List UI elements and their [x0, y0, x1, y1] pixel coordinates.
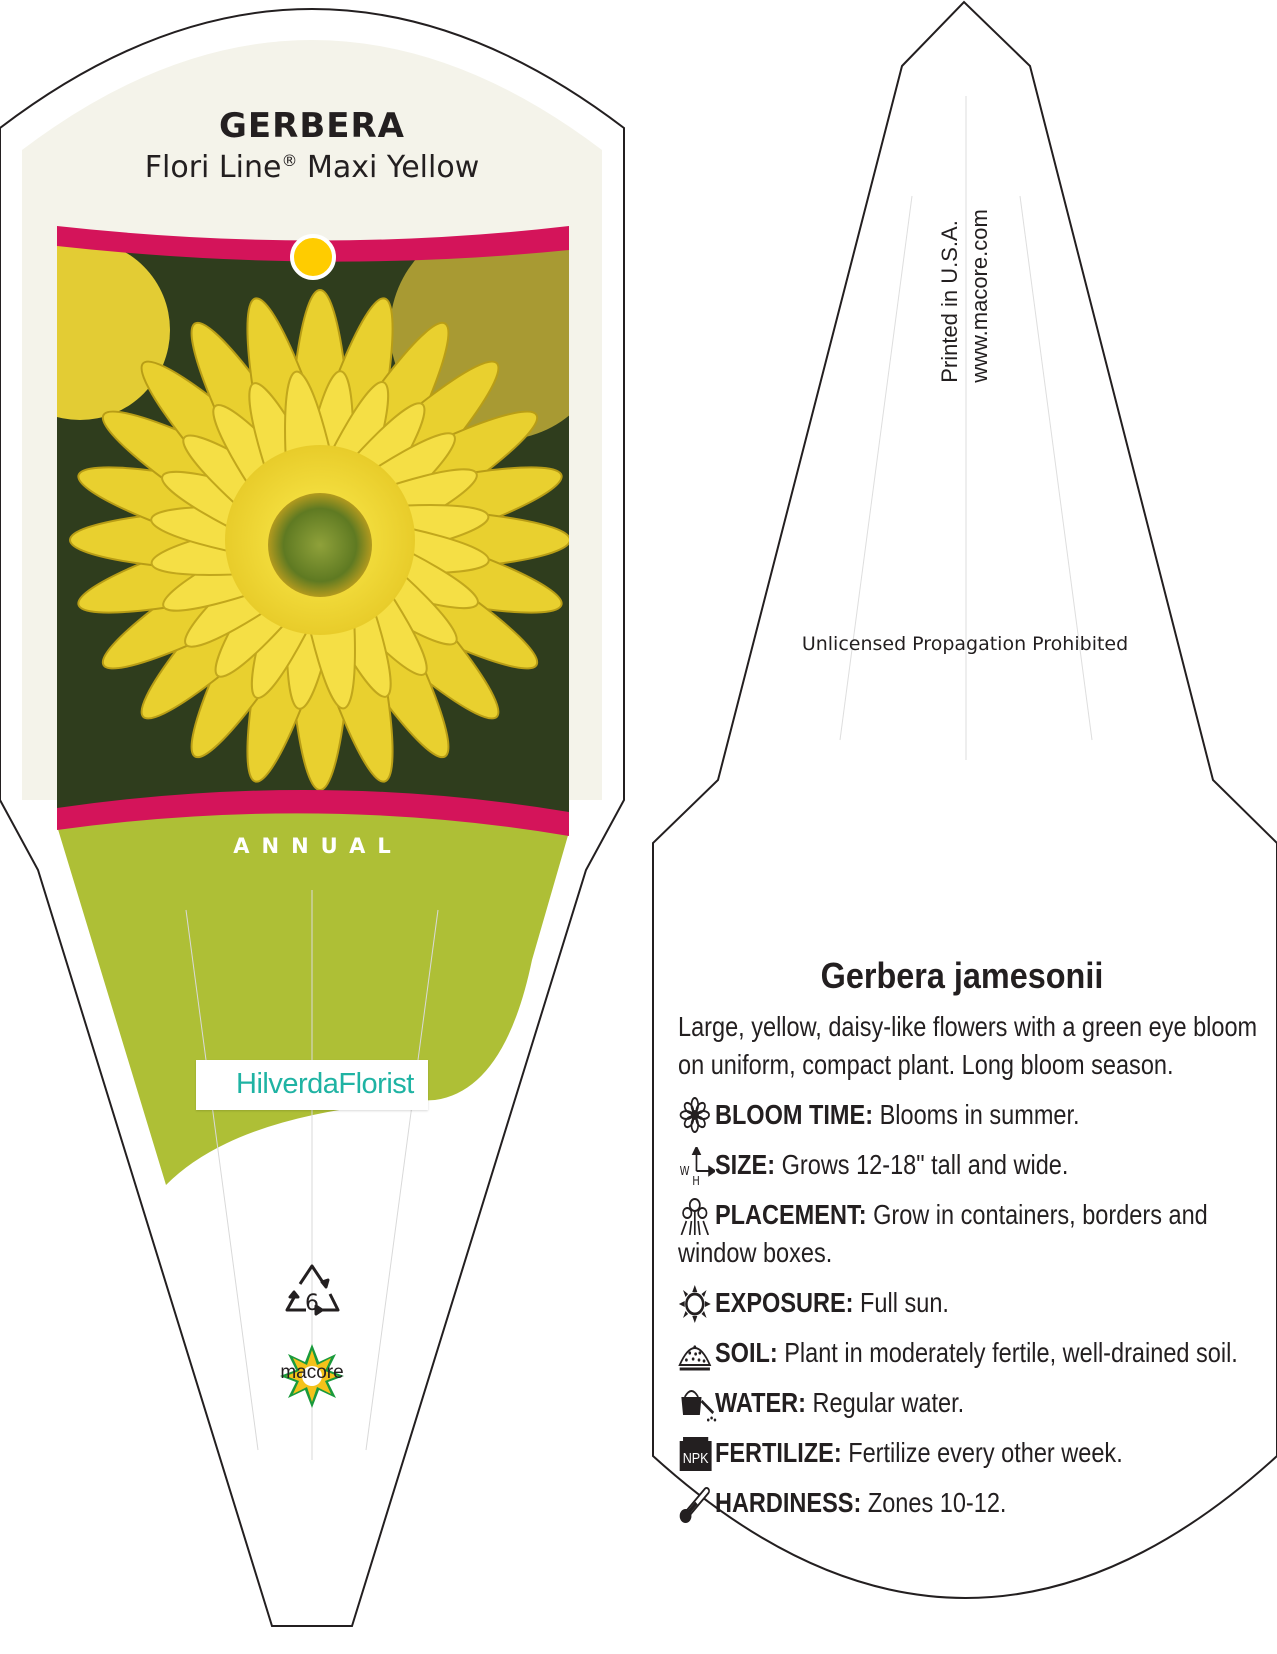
care-label: PLACEMENT:	[714, 1199, 867, 1230]
care-label: HARDINESS:	[714, 1487, 862, 1518]
soil-icon	[678, 1334, 715, 1372]
brand-logo-text: HilverdaFlorist	[236, 1068, 414, 1100]
care-row-exposure	[678, 1284, 1258, 1322]
care-label: SOIL:	[714, 1337, 778, 1368]
npk-label: NPK	[682, 1448, 709, 1467]
size-w-letter: W	[679, 1164, 690, 1179]
size-icon	[678, 1146, 715, 1184]
flower-icon	[678, 1096, 715, 1134]
flower-photo	[0, 220, 610, 840]
plant-genus-title: GERBERA	[219, 106, 405, 146]
care-text: Fertilize every other week.	[841, 1437, 1123, 1468]
care-text: Full sun.	[853, 1287, 949, 1318]
flower-color-dot	[292, 236, 334, 278]
variety-name: Maxi Yellow	[297, 150, 480, 185]
maker-logo-text: macore	[280, 1362, 344, 1383]
care-label: EXPOSURE:	[714, 1287, 854, 1318]
placement-icon	[678, 1196, 715, 1234]
care-row-bloom-time	[678, 1096, 1258, 1134]
care-info	[678, 1008, 1258, 1522]
care-label: BLOOM TIME:	[714, 1099, 874, 1130]
plant-variety-subtitle	[0, 150, 624, 185]
printed-in-text: Printed in U.S.A.	[937, 220, 962, 383]
registered-mark: ®	[281, 151, 298, 170]
care-row-hardiness	[678, 1484, 1258, 1522]
care-text: Zones 10-12.	[861, 1487, 1007, 1518]
care-text: Plant in moderately fertile, well-drained soil.	[777, 1337, 1238, 1368]
care-text: Grow in containers, borders and window boxes.	[678, 1199, 1208, 1268]
care-text: Grows 12-18" tall and wide.	[775, 1149, 1069, 1180]
npk-icon	[678, 1434, 715, 1472]
printer-info	[930, 196, 1000, 396]
website-text: www.macore.com	[967, 209, 992, 383]
care-row-water	[678, 1384, 1258, 1422]
care-row-placement	[678, 1196, 1258, 1272]
propagation-notice: Unlicensed Propagation Prohibited	[801, 633, 1129, 655]
size-h-letter: H	[692, 1174, 700, 1185]
flower-eye	[268, 493, 372, 597]
plant-category-label: ANNUAL	[233, 834, 403, 858]
sun-icon	[678, 1284, 715, 1322]
care-label: SIZE:	[714, 1149, 776, 1180]
care-text: Blooms in summer.	[873, 1099, 1080, 1130]
recycle-code: 6	[305, 1291, 319, 1316]
scientific-name: Gerbera jamesonii	[820, 955, 1104, 996]
plant-description: Large, yellow, daisy-like flowers with a green eye bloom on uniform, compact plant. Long bloom season.	[678, 1011, 1258, 1080]
care-text: Regular water.	[805, 1387, 965, 1418]
care-row-soil	[678, 1334, 1258, 1372]
care-label: WATER:	[714, 1387, 806, 1418]
care-row-fertilize	[678, 1434, 1258, 1472]
thermometer-icon	[678, 1484, 715, 1522]
care-row-size	[678, 1146, 1258, 1184]
series-name: Flori Line	[144, 150, 282, 185]
watering-can-icon	[678, 1384, 715, 1422]
care-label: FERTILIZE:	[714, 1437, 842, 1468]
